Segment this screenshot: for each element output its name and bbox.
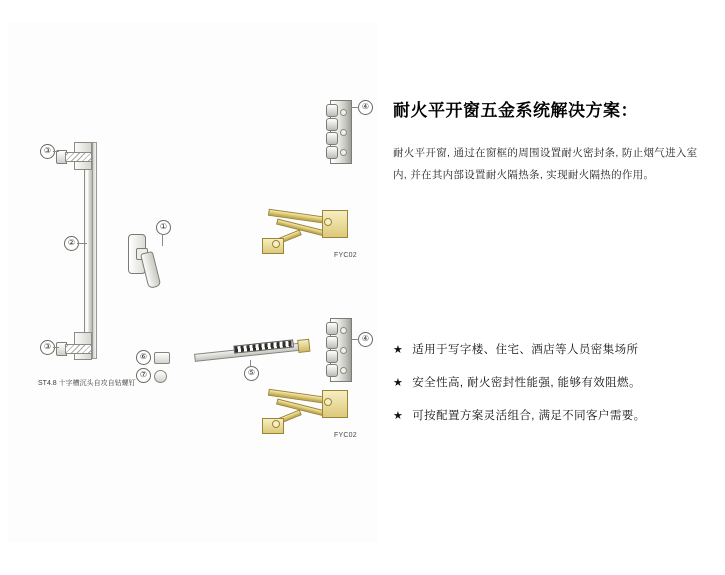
callout-3-bottom: ③ <box>40 340 55 355</box>
feature-list <box>393 344 713 442</box>
hinge-top <box>330 100 352 164</box>
leader-line-1 <box>162 234 163 246</box>
stay-pivot <box>272 240 280 248</box>
hinge-knuckle <box>326 118 338 131</box>
stay-pivot <box>324 218 332 226</box>
list-item-label: 可按配置方案灵活组合, 满足不同客户需要。 <box>412 409 646 422</box>
star-icon: ★ <box>393 344 404 356</box>
friction-stay-top <box>260 208 357 266</box>
list-item-label: 安全性高, 耐火密封性能强, 能够有效阻燃。 <box>412 376 641 389</box>
hardware-diagram <box>8 22 378 542</box>
hinge-knuckle <box>326 146 338 159</box>
lock-strip-tip <box>297 339 310 353</box>
hinge-knuckle <box>326 104 338 117</box>
hinge-screw-hole <box>340 129 347 136</box>
stay-part-label: FYC02 <box>334 252 357 259</box>
hinge-screw-hole <box>340 327 347 334</box>
screw-bottom <box>56 340 90 356</box>
star-icon: ★ <box>393 376 404 389</box>
callout-6: ⑥ <box>136 350 151 365</box>
callout-4-bottom: ④ <box>358 332 373 347</box>
callout-1: ① <box>156 220 171 235</box>
callout-2: ② <box>64 236 79 251</box>
small-part-7 <box>154 370 167 383</box>
stay-pivot <box>272 420 280 428</box>
stay-pivot <box>324 398 332 406</box>
callout-4-top: ④ <box>358 100 373 115</box>
stay-part-label: FYC02 <box>334 432 357 439</box>
friction-stay-bottom <box>260 388 357 446</box>
hinge-screw-hole <box>340 367 347 374</box>
callout-7: ⑦ <box>136 368 151 383</box>
hinge-screw-hole <box>340 109 347 116</box>
screw-top <box>56 148 90 164</box>
content-panel <box>393 96 711 186</box>
page-title: 耐火平开窗五金系统解决方案： <box>393 101 638 120</box>
leader-line-4-bottom <box>351 339 359 340</box>
screw-spec-caption: ST4.8 十字槽沉头自攻自钻螺钉 <box>38 380 136 387</box>
list-item-label: 适用于写字楼、住宅、酒店等人员密集场所 <box>412 344 639 356</box>
callout-5: ⑤ <box>244 366 259 381</box>
hinge-screw-hole <box>340 149 347 156</box>
leader-line-3-bottom <box>53 347 59 348</box>
callout-3-top: ③ <box>40 144 55 159</box>
leader-line-3-top <box>53 151 59 152</box>
hinge-knuckle <box>326 132 338 145</box>
list-item <box>393 410 713 424</box>
description-paragraph: 耐火平开窗, 通过在窗框的周围设置耐火密封条, 防止烟气进入室内, 并在其内部设置耐火隔热条, 实现耐火隔热的作用。 <box>393 147 698 181</box>
leader-line-2 <box>77 243 87 244</box>
screw-shaft <box>65 152 92 162</box>
hinge-bottom <box>330 318 352 382</box>
leader-line-4-top <box>351 107 359 108</box>
profile-bar-secondary <box>92 142 97 359</box>
hinge-screw-hole <box>340 347 347 354</box>
hinge-knuckle <box>326 350 338 363</box>
handle-grip <box>140 251 161 289</box>
screw-shaft <box>65 344 92 354</box>
hinge-knuckle <box>326 336 338 349</box>
leader-line-5 <box>250 360 251 367</box>
list-item <box>393 344 713 358</box>
list-item <box>393 377 713 391</box>
star-icon: ★ <box>393 409 404 422</box>
hinge-knuckle <box>326 364 338 377</box>
hinge-knuckle <box>326 322 338 335</box>
small-part-6 <box>154 352 170 364</box>
